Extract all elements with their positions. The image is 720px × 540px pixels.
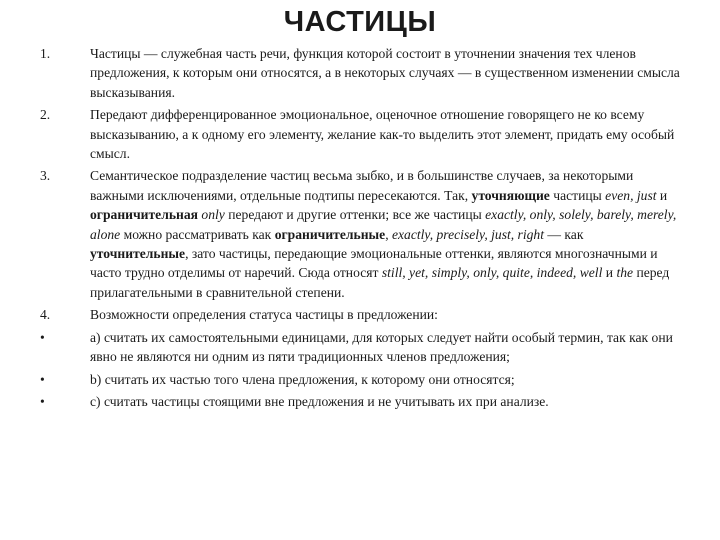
text-run: частицы [549,187,606,203]
text-run: b) считать их частью того члена предложения, к которому они относятся; [90,371,515,387]
italic-example: even, just [605,187,657,203]
text-run: , зато частицы, передающие эмоциональные оттенки, являются многозначными и часто трудно отделимы от наречий. Сюда относят [90,246,658,281]
text-run: , [385,226,392,242]
slide-content [40,44,680,411]
text-run: и [602,265,617,281]
italic-example: exactly, only, solely, barely, merely, alone [90,207,677,242]
bold-term: ограничительные [274,226,386,242]
italic-example: exactly, precisely, just, right [391,226,544,242]
list-marker: 2. [40,107,51,123]
bullet-item [40,370,680,389]
list-marker: 1. [40,46,51,61]
list-marker: 3. [40,168,51,184]
list-marker: • [40,329,45,345]
text-run: c) считать частицы стоящими вне предложения и не учитывать их при анализе. [90,393,549,409]
numbered-item [40,305,680,324]
text-run: Передают дифференцированное эмоциональное, оценочное отношение говорящего не ко всему высказыванию, а к одному его элементу, желание как-то выделить этот элемент, придать ему особый смысл. [90,107,675,162]
text-run: и [656,187,668,203]
numbered-item [40,105,680,163]
list-marker: • [40,393,45,409]
item-text [90,370,680,389]
italic-example: still, yet, simply, only, quite, indeed, well [381,265,603,281]
list-marker: 4. [40,307,51,323]
bold-term: ограничительная [90,207,198,223]
bullet-item [40,328,680,367]
text-run: Семантическое подразделение частиц весьма зыбко, и в большинстве случаев, за некоторыми важными исключениями, отдельные подтипы пересекаются. Так, [90,168,634,203]
text-run: передают и другие оттенки; все же частицы [224,207,486,223]
text-run: перед прилагательными в сравнительной степени. [90,265,670,300]
item-text [90,105,680,163]
italic-example: the [616,265,634,281]
bold-term: уточняющие [471,187,550,203]
item-text [90,305,680,324]
italic-example: only [201,207,225,223]
list-marker: • [40,371,45,387]
slide-title: ЧАСТИЦЫ [283,6,437,38]
text-run: Возможности определения статуса частицы в предложении: [90,307,438,323]
item-text [90,392,680,411]
text-run: — как [544,226,584,242]
item-text [90,44,680,102]
numbered-item [40,166,680,302]
item-text [90,166,680,302]
item-text [90,328,680,367]
bold-term: уточнительные [90,246,186,262]
text-run: Частицы — служебная часть речи, функция которой состоит в уточнении значения тех членов предложения, к которым они относятся, а в некоторых случаях — в существенном изменении смысла высказывания. [90,46,680,100]
bullet-item [40,392,680,411]
text-run: можно рассматривать как [120,226,275,242]
numbered-item [40,44,680,102]
text-run: a) считать их самостоятельными единицами, для которых следует найти особый термин, так как они явно не являются ни одним из пяти традиционных членов предложения; [90,329,673,365]
